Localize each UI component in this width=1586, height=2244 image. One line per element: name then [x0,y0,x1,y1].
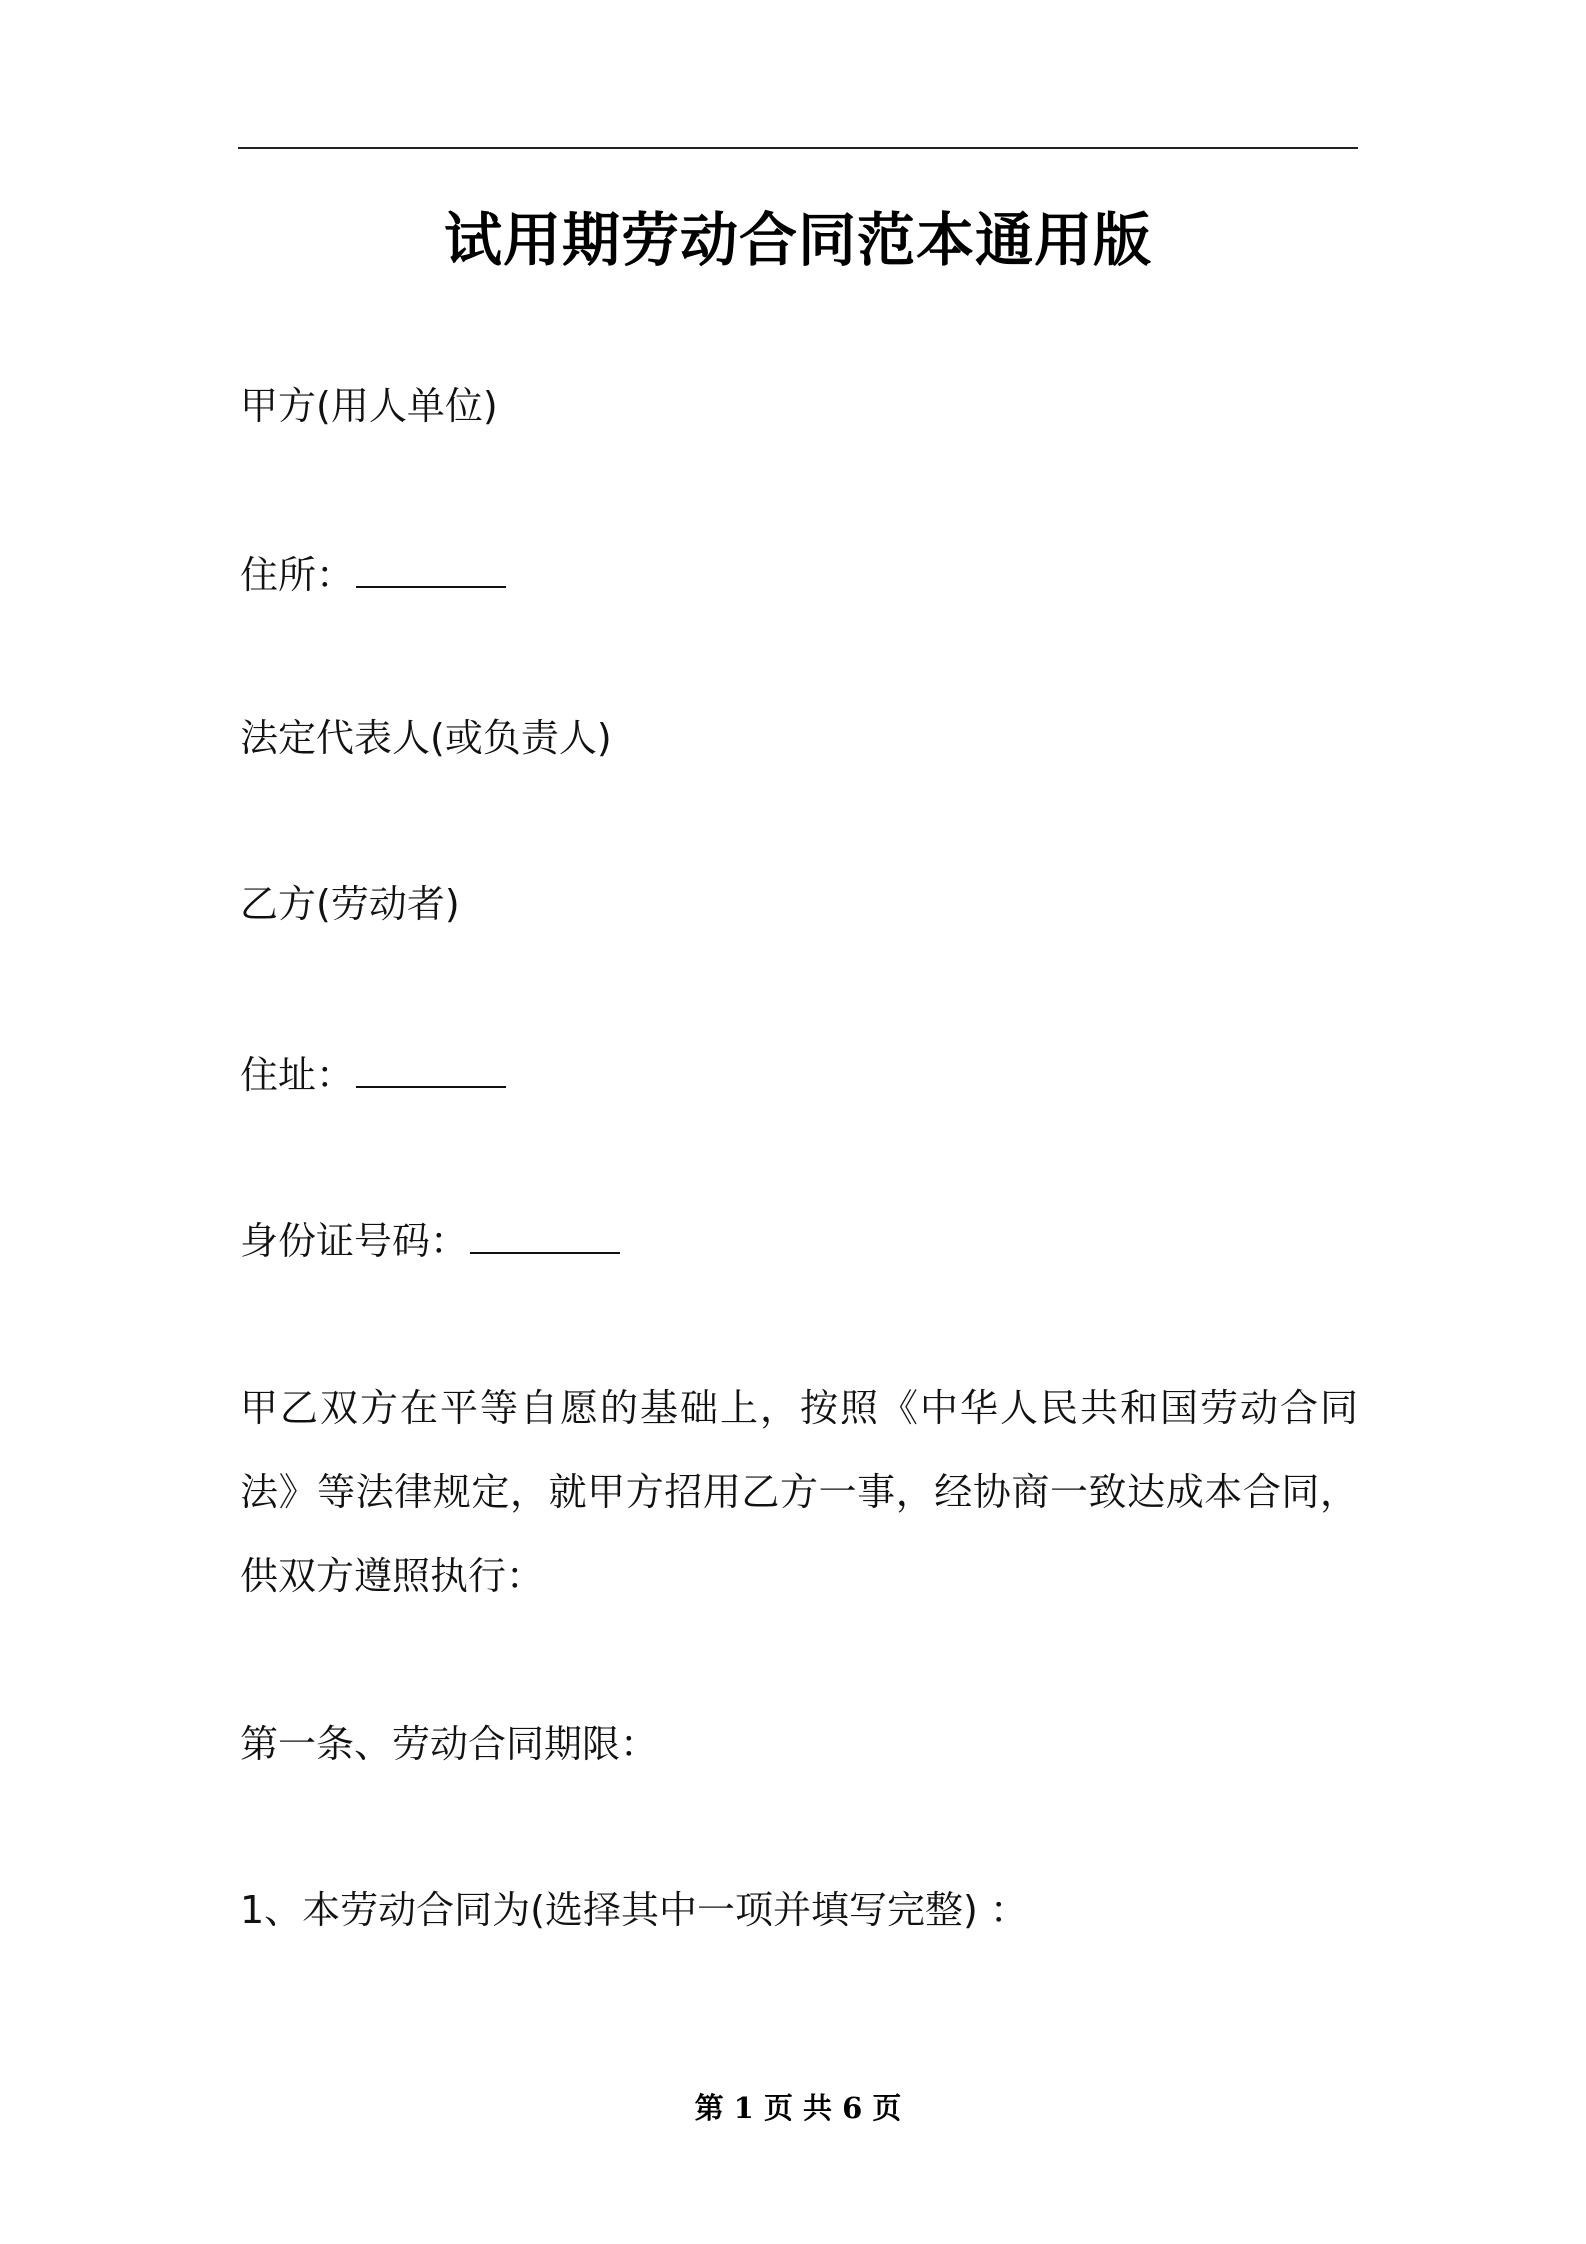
party-b-address-label: 住址： [240,1053,355,1097]
article-1-heading: 第一条、劳动合同期限： [240,1722,659,1766]
header-rule [238,147,1358,149]
preamble-paragraph: 甲乙双方在平等自愿的基础上，按照《中华人民共和国劳动合同法》等法律规定，就甲方招用乙方一事，经协商一致达成本合同，供双方遵照执行： [240,1386,1358,1598]
party-b-address [240,1046,506,1101]
party-a-address-label: 住所： [240,553,355,597]
page-number: 第 1 页 共 6 页 [694,2091,902,2125]
party-b-id [240,1212,620,1267]
party-b-id-blank [470,1212,620,1254]
party-b-address-blank [356,1046,506,1088]
party-b-id-label: 身份证号码： [240,1219,469,1263]
legal-representative-label: 法定代表人(或负责人) [240,716,612,760]
party-a-label: 甲方(用人单位) [240,384,498,428]
party-a-address-blank [356,546,506,588]
party-a-address [240,546,506,601]
party-b-label: 乙方(劳动者) [240,882,460,926]
article-1-item-1: 1、本劳动合同为(选择其中一项并填写完整) ： [240,1888,1028,1932]
document-title: 试用期劳动合同范本通用版 [443,206,1152,274]
